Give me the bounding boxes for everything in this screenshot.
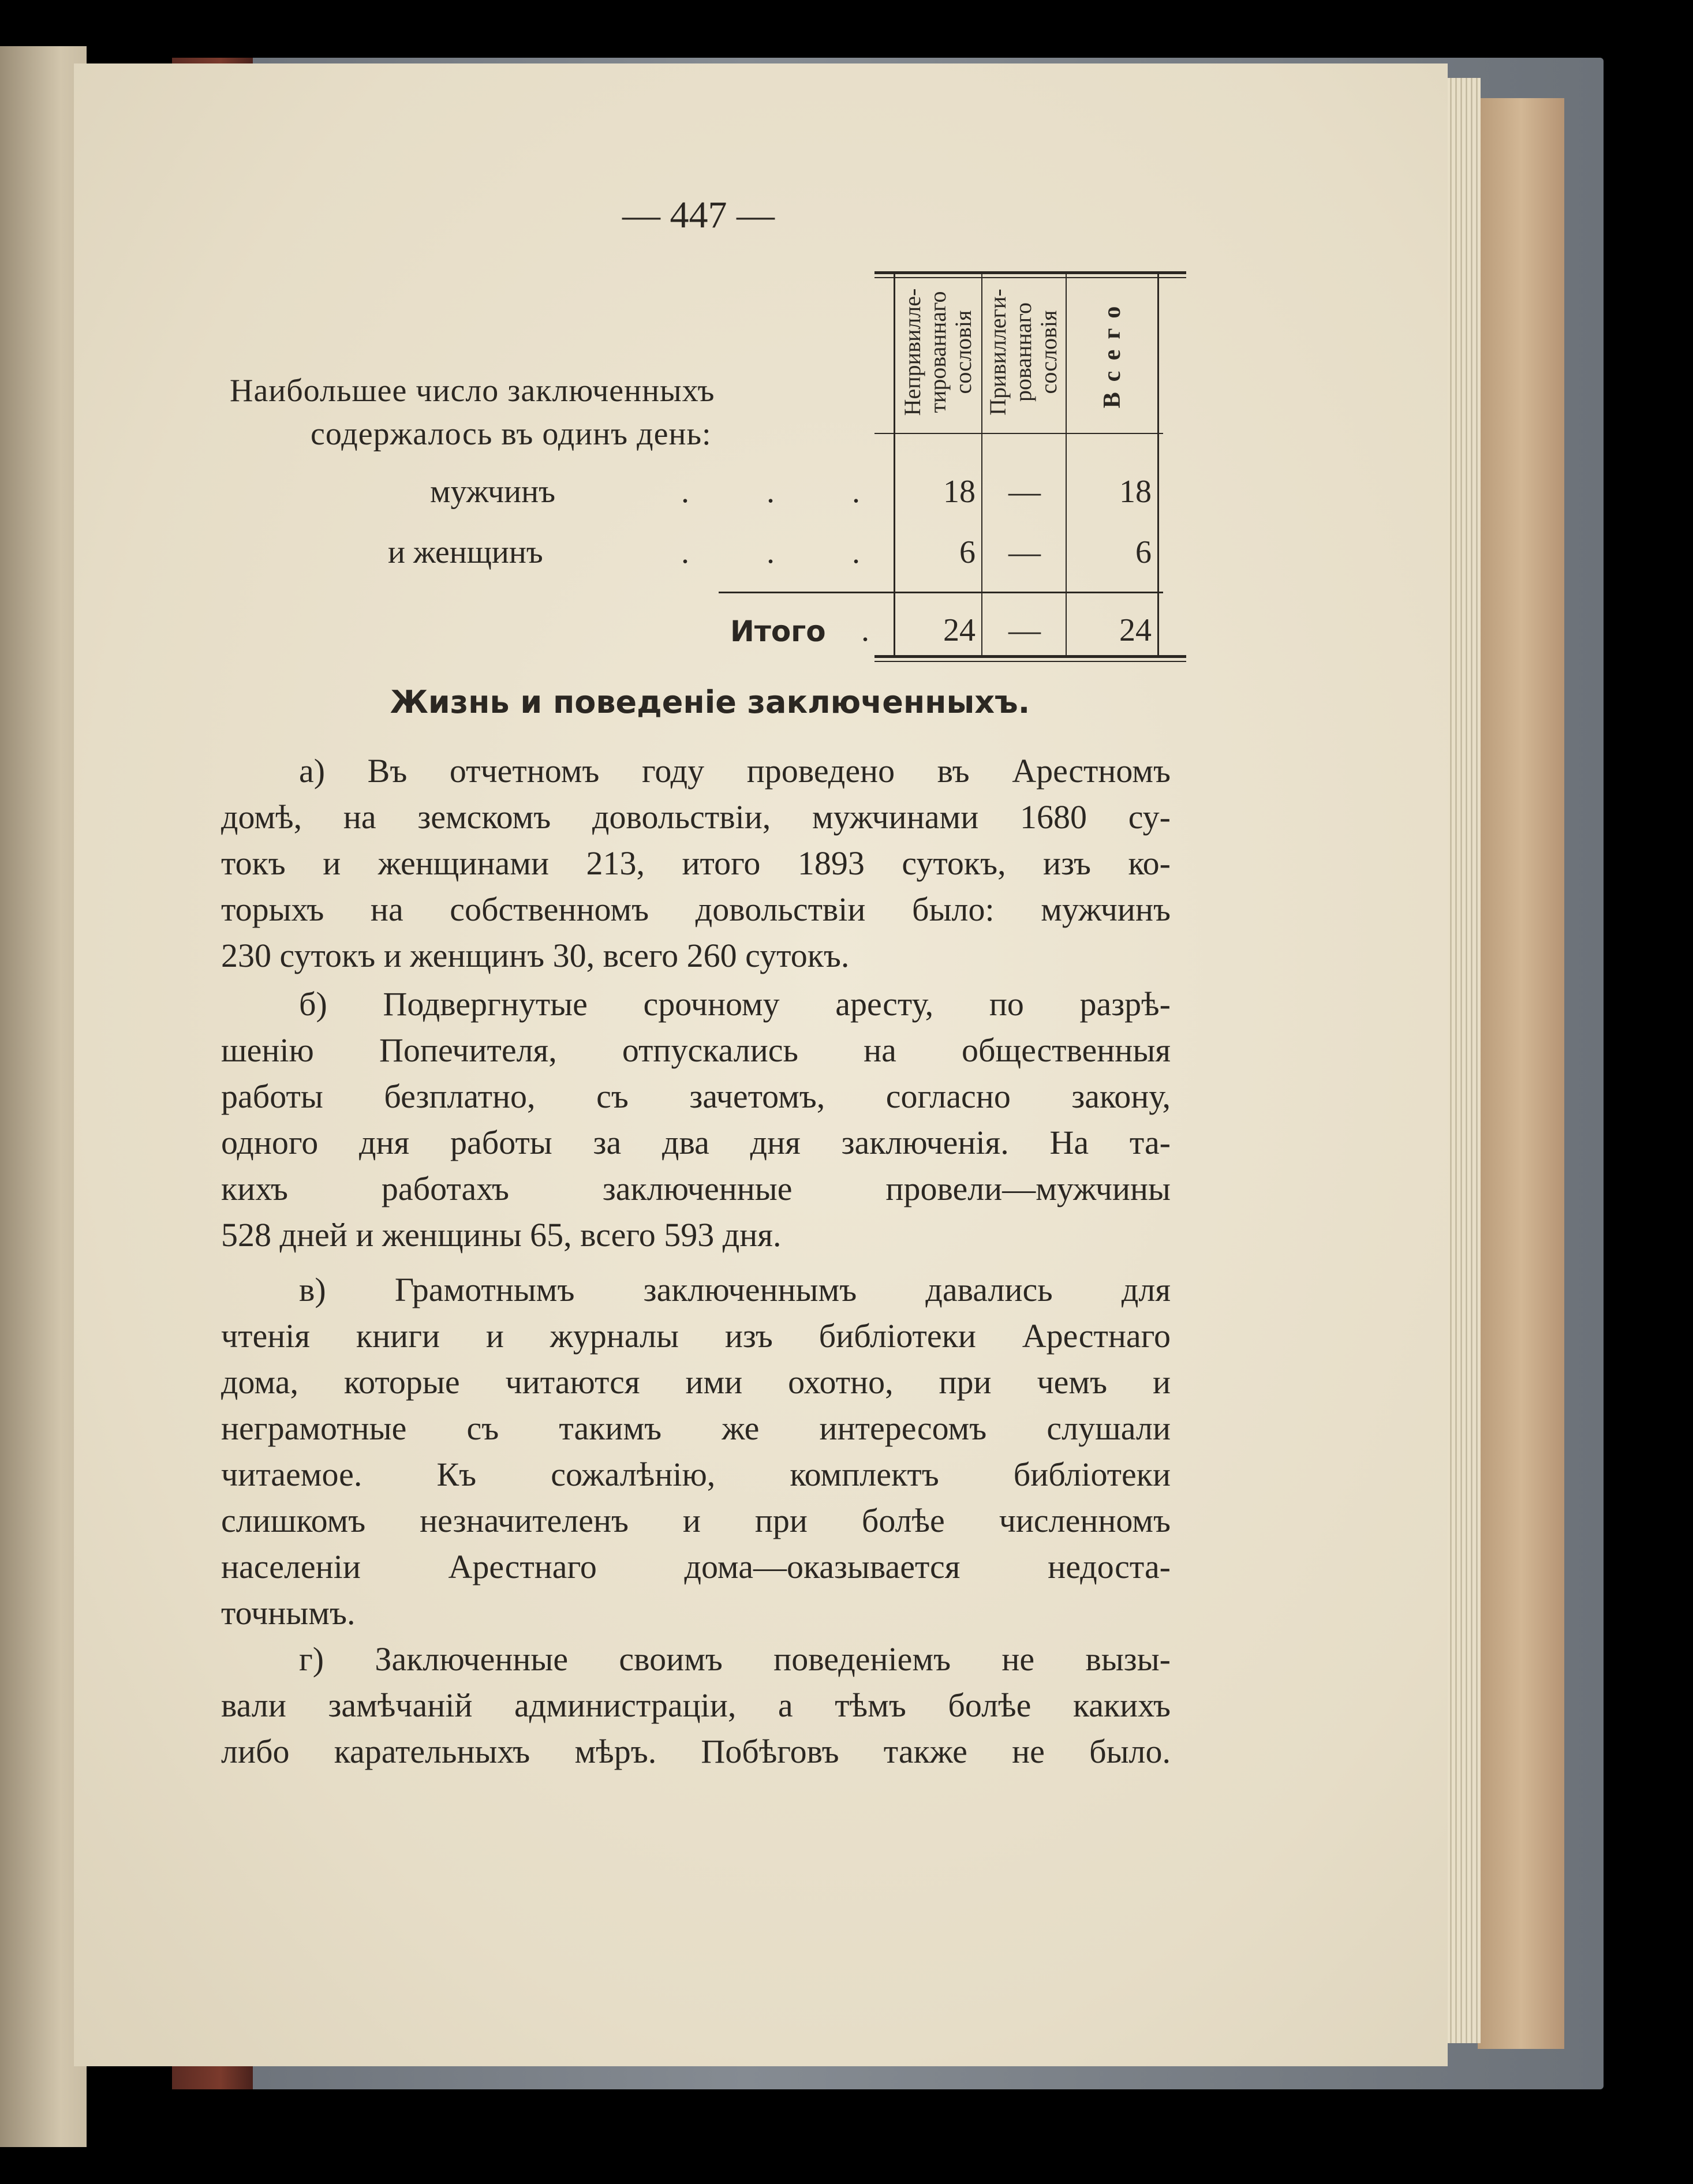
- row-women-privileged: —: [1008, 534, 1041, 570]
- column-header-total: Всего: [1099, 296, 1126, 409]
- paragraph-line: либо карательныхъ мѣръ. Побѣговъ также не было.: [221, 1733, 1171, 1770]
- row-label-men: мужчинъ: [430, 474, 556, 510]
- back-board: [1478, 98, 1564, 2049]
- table-col-divider-4: [1157, 271, 1159, 658]
- paragraph-line: токъ и женщинами 213, итого 1893 сутокъ, изъ ко-: [221, 844, 1171, 882]
- total-unprivileged: 24: [943, 612, 976, 648]
- paragraph-line: слишкомъ незначителенъ и при болѣе численномъ: [221, 1502, 1171, 1539]
- paragraph-line: работы безплатно, съ зачетомъ, согласно закону,: [221, 1078, 1171, 1115]
- paragraph-line: домѣ, на земскомъ довольствіи, мужчинами 1680 су-: [221, 798, 1171, 836]
- paragraph-line: кихъ работахъ заключенные провели—мужчины: [221, 1170, 1171, 1207]
- page-number: — 447 —: [622, 194, 775, 236]
- paragraph-b: [221, 981, 1171, 1258]
- paragraph-v: [221, 1267, 1171, 1636]
- paragraph-line: 230 сутокъ и женщинъ 30, всего 260 сутокъ.: [221, 937, 850, 974]
- paragraph-a: [221, 748, 1171, 979]
- total-all: 24: [1119, 612, 1152, 648]
- table-caption-line-2: содержалось въ одинъ день:: [311, 416, 712, 452]
- row-men-unprivileged: 18: [943, 474, 976, 510]
- paragraph-line: г) Заключенные своимъ поведеніемъ не вызы-: [299, 1640, 1171, 1678]
- row-label-women: и женщинъ: [388, 534, 543, 570]
- row-women-total: 6: [1135, 534, 1152, 570]
- paragraph-line: точнымъ.: [221, 1594, 356, 1632]
- section-title: Жизнь и поведеніе заключенныхъ.: [390, 684, 1030, 720]
- paragraph-line: дома, которые читаются ими охотно, при чемъ и: [221, 1363, 1171, 1401]
- total-privileged: —: [1008, 612, 1041, 648]
- row-men-total: 18: [1119, 474, 1152, 510]
- column-header-unprivileged: Непривилле- тированнаго сословія: [899, 288, 976, 416]
- paragraph-line: населеніи Арестнаго дома—оказывается недоста-: [221, 1548, 1171, 1585]
- paragraph-line: а) Въ отчетномъ году проведено въ Арестномъ: [299, 752, 1171, 790]
- paragraph-g: [221, 1636, 1171, 1775]
- row-dots-women: . . .: [681, 534, 895, 570]
- paragraph-line: чтенія книги и журналы изъ библіотеки Арестнаго: [221, 1317, 1171, 1355]
- row-women-unprivileged: 6: [959, 534, 976, 570]
- paragraph-line: одного дня работы за два дня заключенія. На та-: [221, 1124, 1171, 1161]
- paragraph-line: торыхъ на собственномъ довольствіи было: мужчинъ: [221, 891, 1171, 928]
- paragraph-line: неграмотные съ такимъ же интересомъ слушали: [221, 1409, 1171, 1447]
- paragraph-line: в) Грамотнымъ заключеннымъ давались для: [299, 1271, 1171, 1308]
- total-dot: .: [861, 612, 869, 648]
- table-rule-subtotal: [719, 592, 1163, 593]
- table-caption-line-1: Наибольшее число заключенныхъ: [230, 373, 715, 409]
- total-label: Итого: [730, 615, 826, 648]
- paragraph-line: б) Подвергнутые срочному аресту, по разрѣ-: [299, 985, 1171, 1023]
- paragraph-line: вали замѣчаній администраціи, а тѣмъ болѣе какихъ: [221, 1686, 1171, 1724]
- row-dots-men: . . .: [681, 474, 895, 510]
- table-col-divider-2: [981, 271, 982, 658]
- table-rule-bottom: [874, 655, 1186, 658]
- table-col-divider-1: [894, 271, 895, 658]
- paragraph-line: шенію Попечителя, отпускались на общественныя: [221, 1031, 1171, 1069]
- row-men-privileged: —: [1008, 474, 1041, 510]
- paragraph-line: читаемое. Къ сожалѣнію, комплектъ библіотеки: [221, 1456, 1171, 1493]
- table-rule-bottom-thin: [874, 661, 1186, 662]
- paragraph-line: 528 дней и женщины 65, всего 593 дня.: [221, 1216, 782, 1254]
- table-col-divider-3: [1066, 271, 1067, 658]
- column-header-privileged: Привиллеги- рованнаго сословія: [985, 289, 1062, 416]
